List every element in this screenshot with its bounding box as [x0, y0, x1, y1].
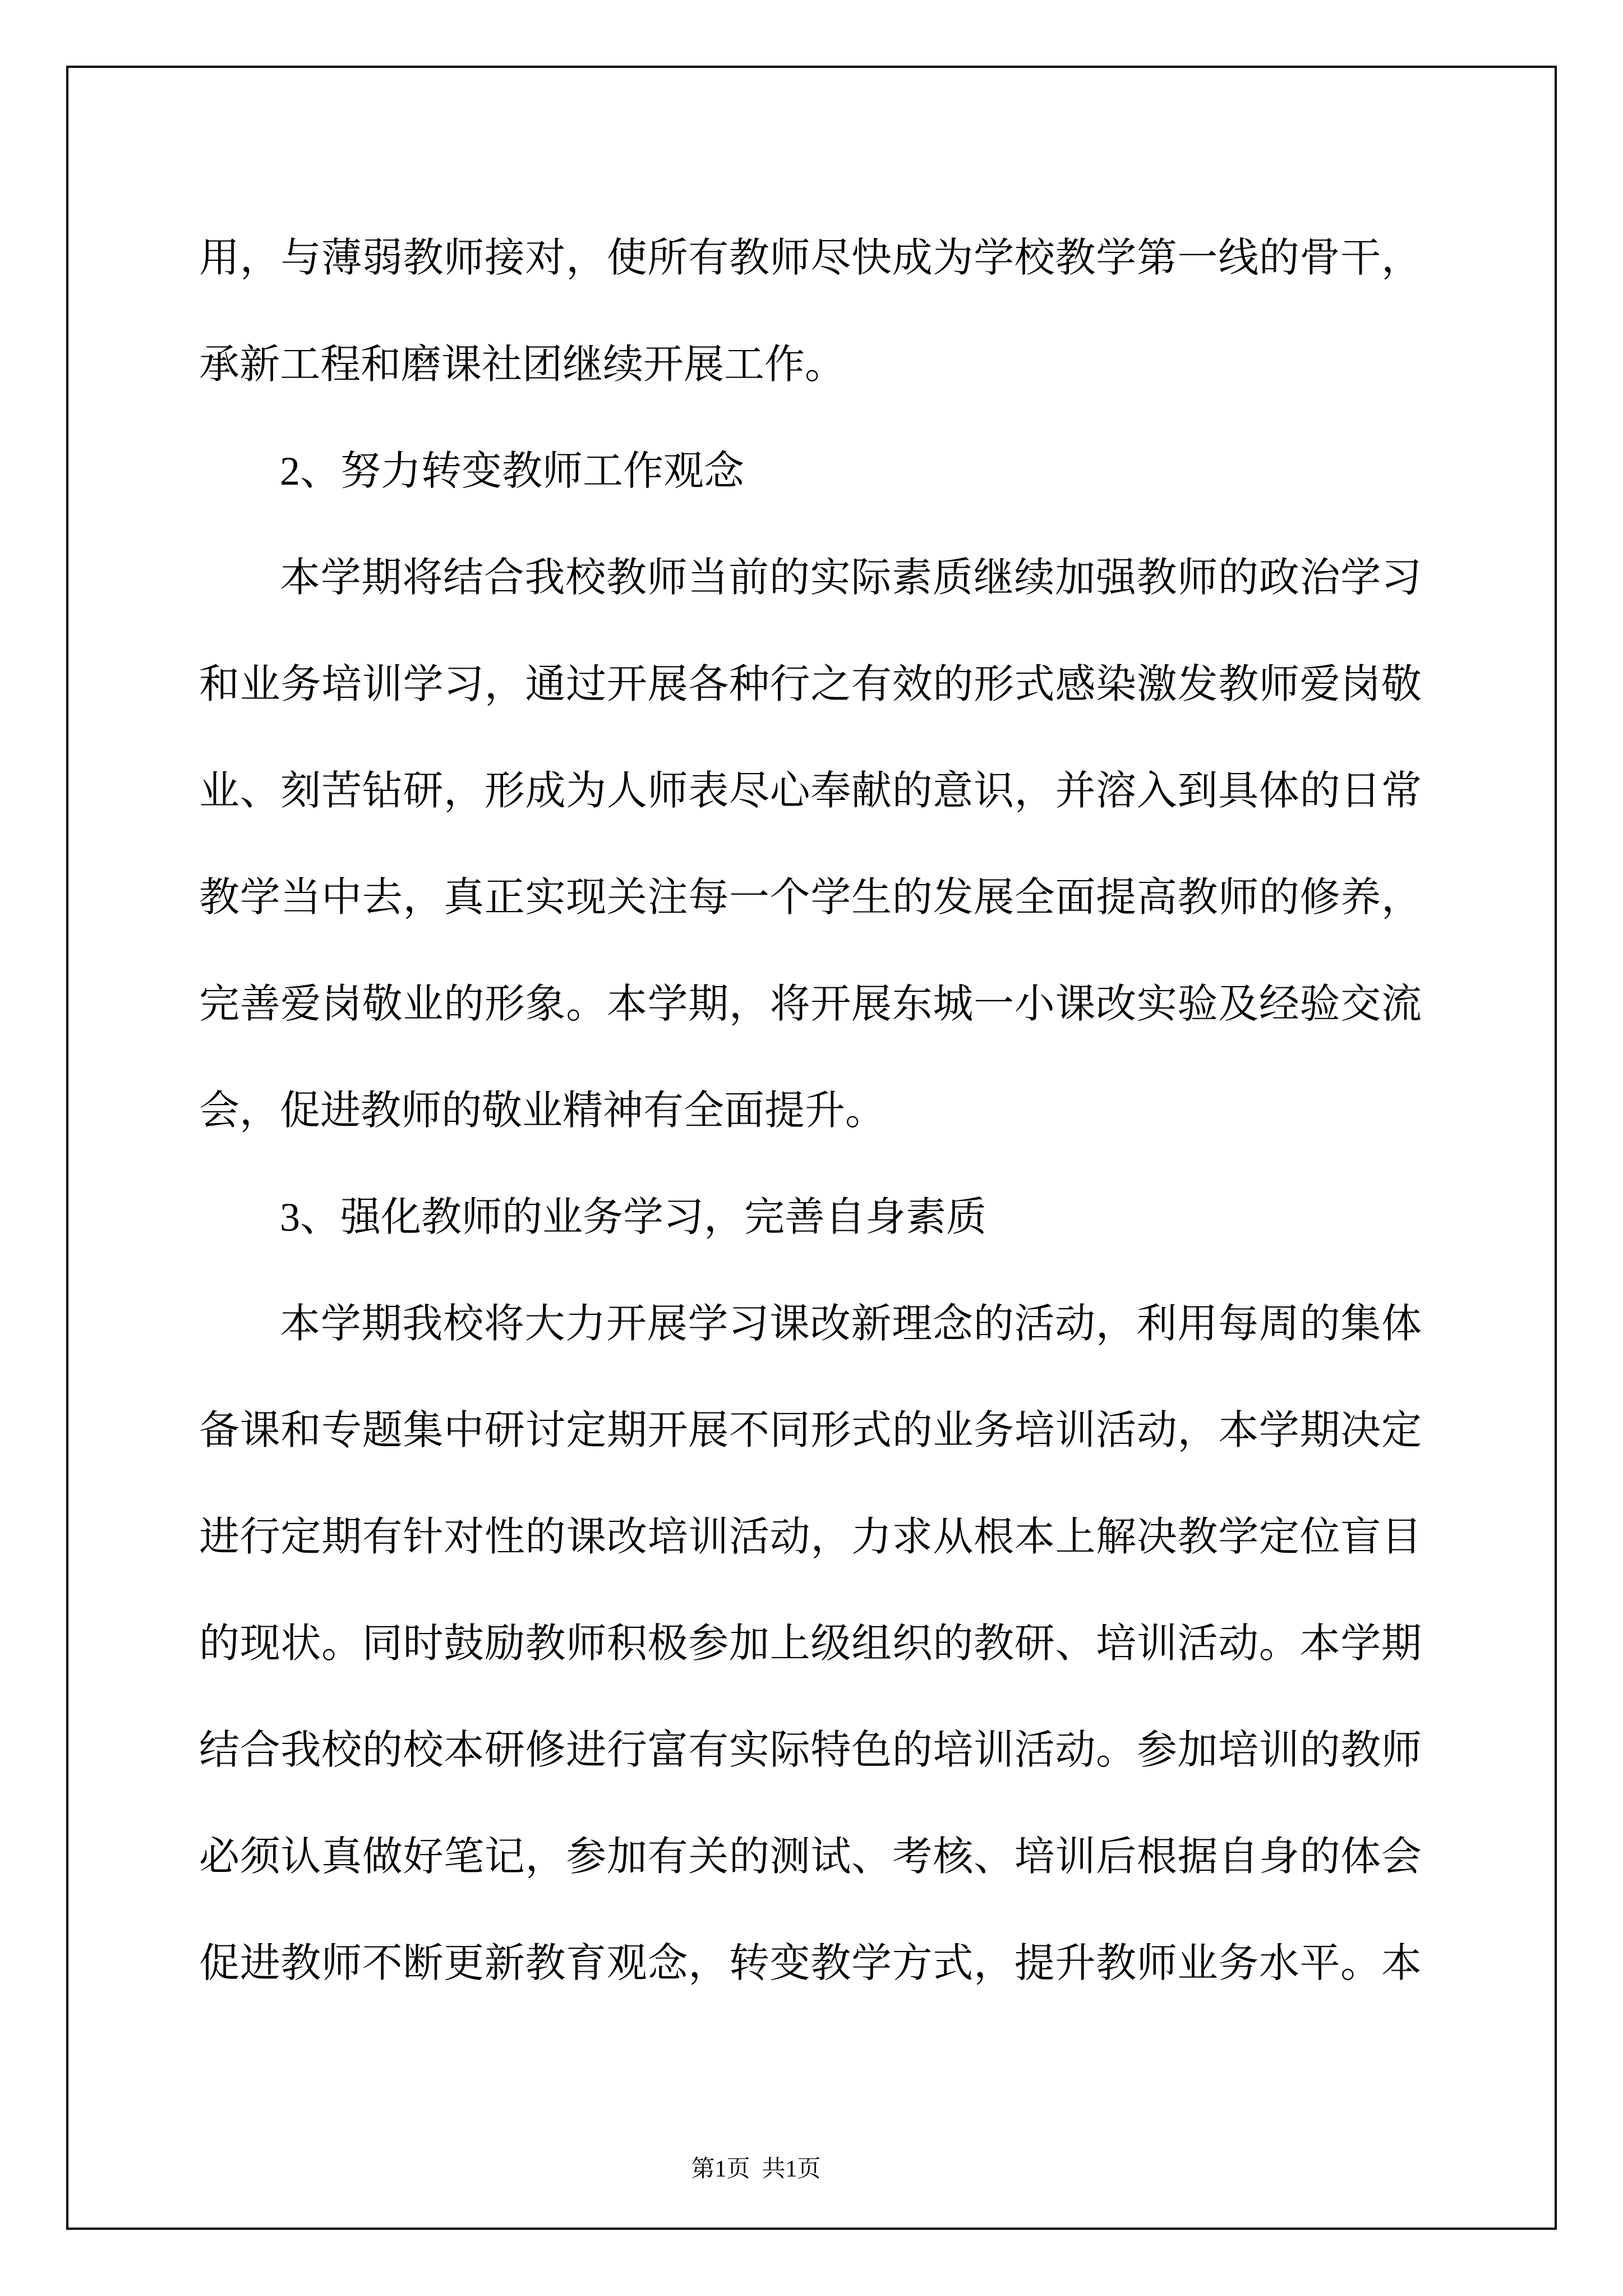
text-line: 备课和专题集中研讨定期开展不同形式的业务培训活动，本学期决定	[199, 1408, 1422, 1453]
page-footer	[0, 2129, 1556, 2210]
text-line: 业、刻苦钻研，形成为人师表尽心奉献的意识，并溶入到具体的日常	[199, 769, 1422, 813]
text-line: 促进教师不断更新教育观念，转变教学方式，提升教师业务水平。本	[199, 1941, 1422, 1986]
text-line: 承新工程和磨课社团继续开展工作。	[199, 342, 846, 387]
section-heading: 2、努力转变教师工作观念	[280, 449, 745, 494]
text-line: 用，与薄弱教师接对，使所有教师尽快成为学校教学第一线的骨干，	[199, 236, 1422, 280]
text-line: 进行定期有针对性的课改培训活动，力求从根本上解决教学定位盲目	[199, 1515, 1422, 1559]
text-line: 结合我校的校本研修进行富有实际特色的培训活动。参加培训的教师	[199, 1728, 1422, 1773]
text-line: 和业务培训学习，通过开展各种行之有效的形式感染激发教师爱岗敬	[199, 662, 1422, 707]
document-body	[199, 205, 1422, 2017]
page-number: 第1页 共1页	[691, 2156, 821, 2182]
text-line: 会，促进教师的敬业精神有全面提升。	[199, 1088, 886, 1133]
text-line: 本学期将结合我校教师当前的实际素质继续加强教师的政治学习	[280, 555, 1422, 600]
text-line: 的现状。同时鼓励教师积极参加上级组织的教研、培训活动。本学期	[199, 1621, 1422, 1666]
section-heading: 3、强化教师的业务学习，完善自身素质	[280, 1195, 987, 1240]
text-line: 必须认真做好笔记，参加有关的测试、考核、培训后根据自身的体会	[199, 1834, 1422, 1879]
text-line: 教学当中去，真正实现关注每一个学生的发展全面提高教师的修养，	[199, 875, 1422, 920]
text-line: 本学期我校将大力开展学习课改新理念的活动，利用每周的集体	[280, 1301, 1422, 1346]
text-line: 完善爱岗敬业的形象。本学期，将开展东城一小课改实验及经验交流	[199, 982, 1422, 1027]
